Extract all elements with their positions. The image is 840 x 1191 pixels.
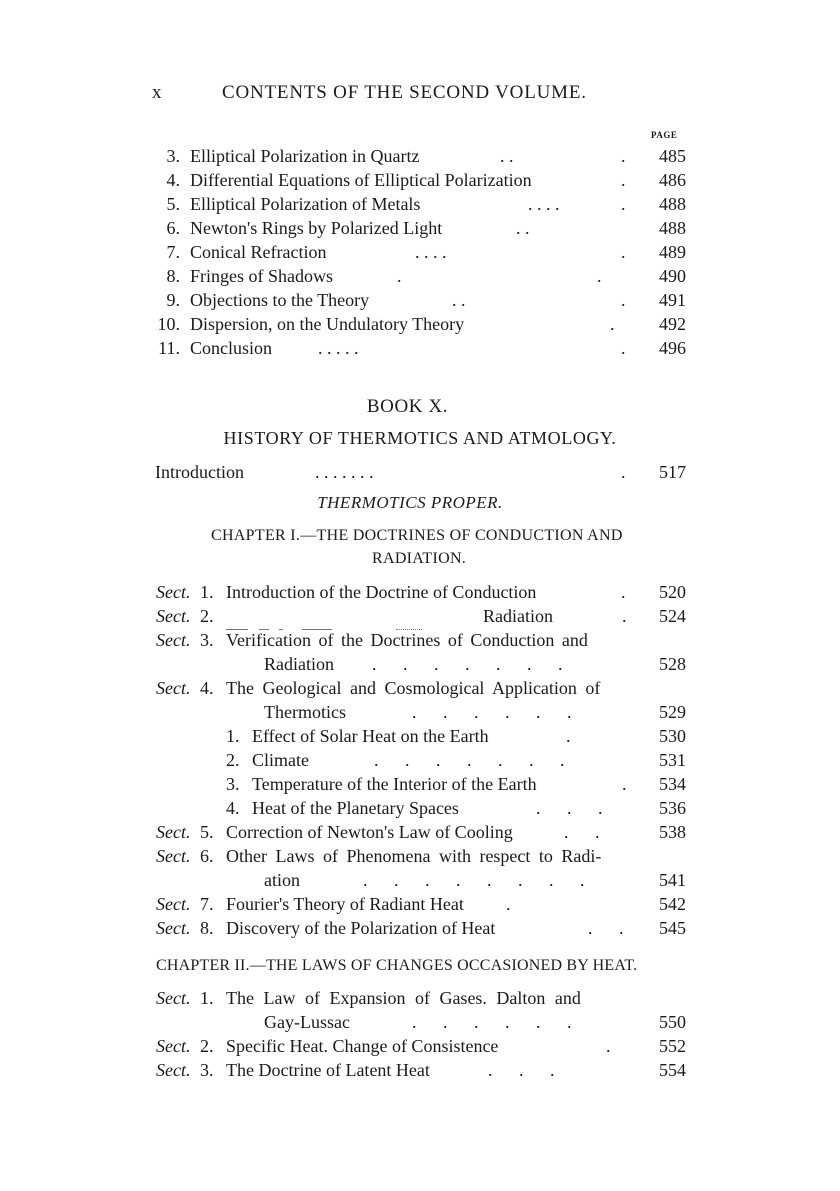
item-page: 485: [659, 146, 686, 166]
sect-page: 541: [659, 870, 686, 890]
sub-page: 536: [659, 798, 686, 818]
sect-title: The Law of Expansion of Gases. Dalton and: [226, 988, 581, 1008]
sect-page: 524: [659, 606, 686, 626]
leader-dots: . . . .: [415, 242, 447, 262]
leader-dots: . .: [500, 146, 514, 166]
sect-number: 1.: [200, 988, 214, 1008]
sect-title-cont: ation: [264, 870, 300, 890]
sub-number: 1.: [226, 726, 240, 746]
sect-label: Sect.: [156, 1060, 191, 1080]
item-page: 491: [659, 290, 686, 310]
leader-dot: .: [621, 290, 626, 310]
sect-title-cont: Gay-Lussac: [264, 1012, 350, 1032]
item-title: Objections to the Theory: [190, 290, 370, 310]
running-title: CONTENTS OF THE SECOND VOLUME.: [222, 82, 587, 103]
sect-number: 2.: [200, 606, 214, 626]
sect-label: Sect.: [156, 582, 191, 602]
sect-page: 542: [659, 894, 686, 914]
sect-label: Sect.: [156, 678, 191, 698]
leader-dots: . . .: [536, 798, 603, 818]
item-number: 11.: [158, 338, 180, 358]
sect-title: Introduction of the Doctrine of Conduction: [226, 582, 537, 602]
leader-dot: .: [621, 582, 626, 602]
item-number: 10.: [157, 314, 180, 334]
sub-page: 530: [659, 726, 686, 746]
sect-label: Sect.: [156, 988, 191, 1008]
page-column-label: PAGE: [651, 130, 678, 140]
sect-label: Sect.: [156, 606, 191, 626]
sect-title: Verification of the Doctrines of Conduction and: [226, 630, 588, 650]
sub-page: 531: [659, 750, 686, 770]
sect-number: 3.: [200, 1060, 214, 1080]
sect-page: 538: [659, 822, 686, 842]
leader-dots: .: [606, 1036, 611, 1056]
sub-number: 4.: [226, 798, 240, 818]
sect-label: Sect.: [156, 918, 191, 938]
leader-dots: . . . . . .: [412, 1012, 572, 1032]
leader-dots: . . . . . . .: [315, 462, 374, 482]
item-page: 517: [659, 462, 686, 482]
item-number: 9.: [166, 290, 180, 310]
item-title: Conclusion: [190, 338, 273, 358]
sect-page: 528: [659, 654, 686, 674]
sect-number: 3.: [200, 630, 214, 650]
chapter-2-heading: CHAPTER II.—THE LAWS OF CHANGES OCCASIONED BY HEAT.: [156, 957, 638, 974]
leader-dots: . .: [588, 918, 624, 938]
item-title: Conical Refraction: [190, 242, 327, 262]
sect-page: 552: [659, 1036, 686, 1056]
leader-dots: . . . .: [528, 194, 560, 214]
chapter-1-heading-cont: RADIATION.: [372, 550, 467, 567]
sect-number: 2.: [200, 1036, 214, 1056]
sect-label: Sect.: [156, 822, 191, 842]
section-title: THERMOTICS PROPER.: [317, 493, 503, 512]
item-title: Fringes of Shadows: [190, 266, 333, 286]
item-title: Dispersion, on the Undulatory Theory: [190, 314, 465, 334]
item-title: Introduction: [155, 462, 244, 482]
item-page: 488: [659, 218, 686, 238]
item-title: Elliptical Polarization in Quartz: [190, 146, 420, 166]
sect-number: 6.: [200, 846, 214, 866]
leader-dots: . .: [516, 218, 530, 238]
item-page: 489: [659, 242, 686, 262]
item-number: 4.: [166, 170, 180, 190]
book-title: BOOK X.: [366, 396, 449, 417]
page-numeral: x: [152, 82, 162, 103]
sect-label: Sect.: [156, 894, 191, 914]
sub-title: Climate: [252, 750, 309, 770]
item-number: 5.: [166, 194, 180, 214]
sect-title: Correction of Newton's Law of Cooling: [226, 822, 513, 842]
item-title: Elliptical Polarization of Metals: [190, 194, 421, 214]
item-number: 8.: [166, 266, 180, 286]
sect-number: 7.: [200, 894, 214, 914]
leader-dots: . .: [564, 822, 600, 842]
leader-dots: . . . . .: [318, 338, 359, 358]
leader-dots: .: [397, 266, 402, 286]
leader-dot: .: [621, 338, 626, 358]
sub-title: Effect of Solar Heat on the Earth: [252, 726, 489, 746]
sect-title: Other Laws of Phenomena with respect to Radi-: [226, 846, 602, 866]
sect-title-cont: Radiation: [264, 654, 334, 674]
sect-title: The Geological and Cosmological Application of: [226, 678, 601, 698]
item-number: 3.: [166, 146, 180, 166]
sect-title: Radiation: [483, 606, 553, 626]
sect-label: Sect.: [156, 1036, 191, 1056]
sub-page: 534: [659, 774, 686, 794]
leader-dots: . . . . . . .: [372, 654, 563, 674]
leader-dots: . . .: [488, 1060, 555, 1080]
sect-number: 5.: [200, 822, 214, 842]
sub-number: 3.: [226, 774, 240, 794]
sect-page: 550: [659, 1012, 686, 1032]
item-title: Differential Equations of Elliptical Polarization: [190, 170, 532, 190]
sect-page: 545: [659, 918, 686, 938]
sub-number: 2.: [226, 750, 240, 770]
leader-dots: . .: [452, 290, 466, 310]
sect-title: Fourier's Theory of Radiant Heat: [226, 894, 464, 914]
leader-dot: .: [621, 242, 626, 262]
sect-page: 554: [659, 1060, 686, 1080]
chapter-1-heading: CHAPTER I.—THE DOCTRINES OF CONDUCTION AND: [211, 527, 623, 544]
sect-title: The Doctrine of Latent Heat: [226, 1060, 430, 1080]
sect-label: Sect.: [156, 630, 191, 650]
leader-dots: . . . . . .: [412, 702, 572, 722]
book-subtitle: HISTORY OF THERMOTICS AND ATMOLOGY.: [223, 428, 617, 448]
leader-dot: .: [622, 606, 627, 626]
item-page: 492: [659, 314, 686, 334]
leader-dots: .: [566, 726, 571, 746]
sect-number: 1.: [200, 582, 214, 602]
item-page: 488: [659, 194, 686, 214]
item-page: 486: [659, 170, 686, 190]
sect-number: 8.: [200, 918, 214, 938]
sect-number: 4.: [200, 678, 214, 698]
leader-dot: .: [621, 194, 626, 214]
sect-title: Specific Heat. Change of Consistence: [226, 1036, 499, 1056]
sect-page: 520: [659, 582, 686, 602]
item-page: 490: [659, 266, 686, 286]
leader-dot: .: [621, 462, 626, 482]
leader-dots: .: [506, 894, 511, 914]
leader-dots: .: [622, 774, 627, 794]
sect-label: Sect.: [156, 846, 191, 866]
leader-dot: .: [610, 314, 615, 334]
sect-page: 529: [659, 702, 686, 722]
leader-dot: .: [597, 266, 602, 286]
sect-title-cont: Thermotics: [264, 702, 346, 722]
item-page: 496: [659, 338, 686, 358]
sub-title: Temperature of the Interior of the Earth: [252, 774, 537, 794]
leader-dot: .: [621, 170, 626, 190]
leader-dots: . . . . . . .: [374, 750, 565, 770]
leader-dots: . . . . . . . .: [363, 870, 585, 890]
sect-title: Discovery of the Polarization of Heat: [226, 918, 496, 938]
leader-dot: .: [621, 146, 626, 166]
item-number: 7.: [166, 242, 180, 262]
item-number: 6.: [166, 218, 180, 238]
sub-title: Heat of the Planetary Spaces: [252, 798, 459, 818]
item-title: Newton's Rings by Polarized Light: [190, 218, 443, 238]
